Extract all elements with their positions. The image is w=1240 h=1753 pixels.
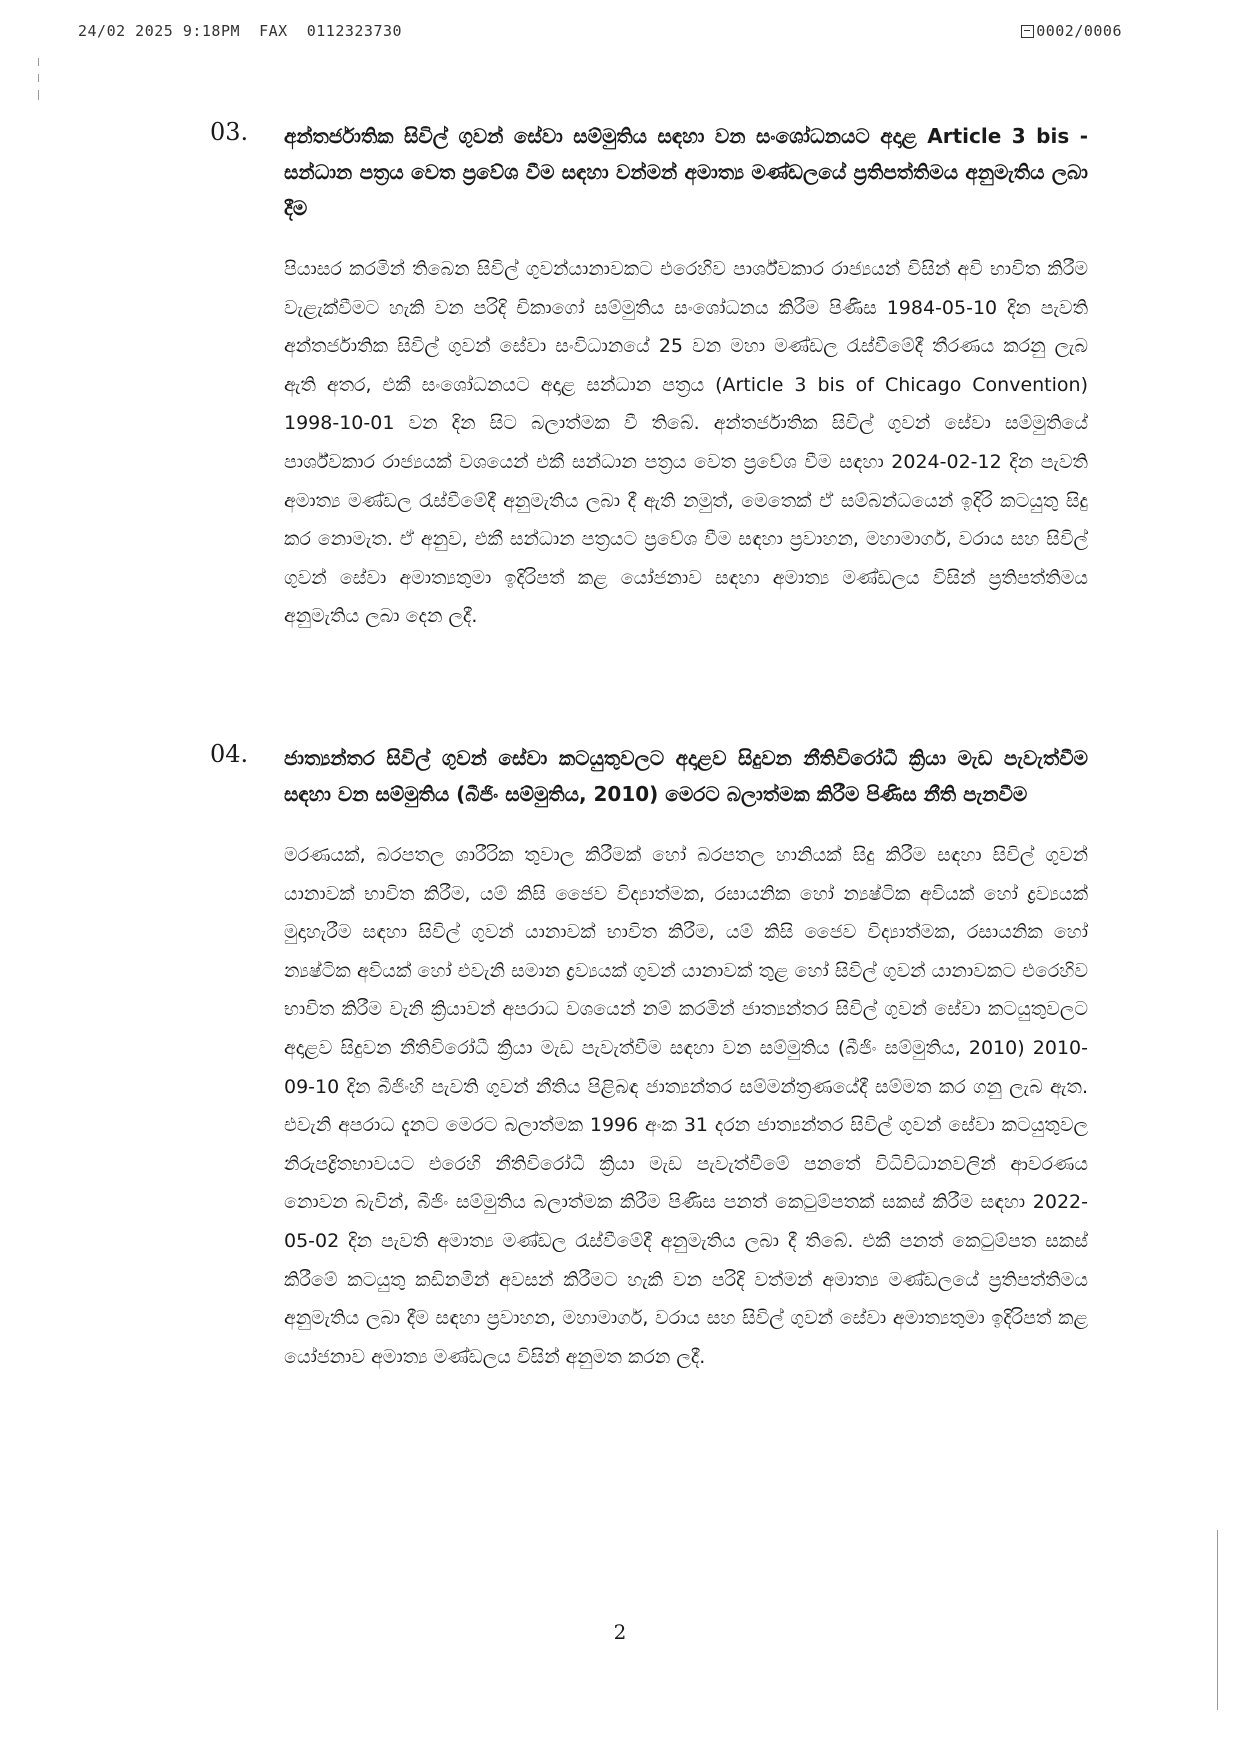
scan-edge-line xyxy=(1217,1530,1218,1710)
fax-page-counter xyxy=(1021,22,1122,40)
section-04 xyxy=(210,740,1088,1376)
section-paragraph: මරණයක්, බරපතල ශාරීරික තුවාල කිරීමක් හෝ බරපතල හානියක් සිදු කිරීම සඳහා සිවිල් ගුවන් යානාවක් භාවිත කිරීම, යම් කිසි ජෛව විද්‍යාත්මක, රසායනික හෝ න්‍යෂ්ටික අවියක් හෝ ද්‍රව්‍යයක් මුදාහැරීම සඳහා සිවිල් ගුවන් යානාවක් භාවිත කිරීම, යම් කිසි ජෛව විද්‍යාත්මක, රසායනික හෝ න්‍යෂ්ටික අවියක් හෝ එවැනි සමාන ද්‍රව්‍යයක් ගුවන් යානාවක් තුළ හෝ සිවිල් ගුවන් යානාවකට එරෙහිව භාවිත කිරීම වැනි ක්‍රියාවන් අපරාධ වශයෙන් නම් කරමින් ජාත්‍යන්තර සිවිල් ගුවන් සේවා කටයුතුවලට අදාළව සිදුවන නීතිවිරෝධී ක්‍රියා මැඩ පැවැත්වීම සඳහා වන සම්මුතිය (බීජිං සම්මුතිය, 2010) 2010-09-10 දින බීජිංහි පැවති ගුවන් නීතිය පිළිබඳ ජාත්‍යන්තර සම්මන්ත්‍රණයේදී සම්මත කර ගනු ලැබ ඇත. එවැනි අපරාධ දැනට මෙරට බලාත්මක 1996 අංක 31 දරන ජාත්‍යන්තර සිවිල් ගුවන් සේවා කටයුතුවල නිරුපද්‍රිතභාවයට එරෙහි නීතිවිරෝධී ක්‍රියා මැඩ පැවැත්වීමේ පනතේ විධිවිධානවලින් ආවරණය නොවන බැවින්, බීජිං සම්මුතිය බලාත්මක කිරීම පිණිස පනත් කෙටුම්පතක් සකස් කිරීම සඳහා 2022-05-02 දින පැවති අමාත්‍ය මණ්ඩල රැස්වීමේදී අනුමැතිය ලබා දී තිබේ. එකී පනත් කෙටුම්පත සකස් කිරීමේ කටයුතු කඩිනමින් අවසන් කිරීමට හැකි වන පරිදි වත්මන් අමාත්‍ය මණ්ඩලයේ ප්‍රතිපත්තිමය අනුමැතිය ලබා දීම සඳහා ප්‍රවාහන, මහාමාර්ග, වරාය සහ සිවිල් ගුවන් සේවා අමාත්‍යතුමා ඉදිරිපත් කළ යෝජනාව අමාත්‍ය මණ්ඩලය විසින් අනුමත කරන ලදී. xyxy=(284,844,1088,1368)
section-03 xyxy=(210,118,1088,636)
fax-page-count-text: 0002/0006 xyxy=(1036,22,1122,40)
section-number: 03. xyxy=(210,118,249,146)
scan-margin-mark xyxy=(38,74,39,82)
fax-header xyxy=(78,22,1122,48)
scan-margin-mark xyxy=(38,58,39,66)
fax-page-icon xyxy=(1021,25,1034,38)
section-heading: ජාත්‍යන්තර සිවිල් ගුවන් සේවා කටයුතුවලට අදාළව සිදුවන නීතිවිරෝධී ක්‍රියා මැඩ පැවැත්වීම සඳහා වන සම්මුතිය (බීජිං සම්මුතිය, 2010) මෙරට බලාත්මක කිරීම පිණිස නීති පැනවීම xyxy=(284,746,1088,806)
fax-transmission-info: 24/02 2025 9:18PM FAX 0112323730 xyxy=(78,22,403,40)
scan-margin-mark xyxy=(38,90,39,100)
section-number: 04. xyxy=(210,740,249,768)
section-heading: අන්තර්ජාතික සිවිල් ගුවන් සේවා සම්මුතිය සඳහා වන සංශෝධනයට අදාළ Article 3 bis - සන්ධාන පත්‍රය වෙත ප්‍රවේශ වීම සඳහා වන්මන් අමාත්‍ය මණ්ඩලයේ ප්‍රතිපත්තිමය අනුමැතිය ලබා දීම xyxy=(284,124,1088,220)
page-number: 2 xyxy=(613,1620,627,1644)
section-paragraph: පියාසර කරමින් තිබෙන සිවිල් ගුවන්යානාවකට එරෙහිව පාර්ශ්වකාර රාජ්‍යයන් විසින් අවි භාවිත කිරීම වැළැක්වීමට හැකි වන පරිදි චිකාගෝ සම්මුතිය සංශෝධනය කිරීම පිණිස 1984-05-10 දින පැවති අන්තර්ජාතික සිවිල් ගුවන් සේවා සංවිධානයේ 25 වන මහා මණ්ඩල රැස්වීමේදී තීරණය කරනු ලැබ ඇති අතර, එකී සංශෝධනයට අදාළ සන්ධාන පත්‍රය (Article 3 bis of Chicago Convention) 1998-10-01 වන දින සිට බලාත්මක වී තිබේ. අන්තර්ජාතික සිවිල් ගුවන් සේවා සම්මුතියේ පාර්ශ්වකාර රාජ්‍යයක් වශයෙන් එකී සන්ධාන පත්‍රය වෙත ප්‍රවේශ වීම සඳහා 2024-02-12 දින පැවති අමාත්‍ය මණ්ඩල රැස්වීමේදී අනුමැතිය ලබා දී ඇති නමුත්, මෙතෙක් ඒ සම්බන්ධයෙන් ඉදිරි කටයුතු සිදු කර නොමැත. ඒ අනුව, එකී සන්ධාන පත්‍රයට ප්‍රවේශ වීම සඳහා ප්‍රවාහන, මහාමාර්ග, වරාය සහ සිවිල් ගුවන් සේවා අමාත්‍යතුමා ඉදිරිපත් කළ යෝජනාව සඳහා අමාත්‍ය මණ්ඩලය විසින් ප්‍රතිපත්තිමය අනුමැතිය ලබා දෙන ලදී. xyxy=(284,258,1088,628)
